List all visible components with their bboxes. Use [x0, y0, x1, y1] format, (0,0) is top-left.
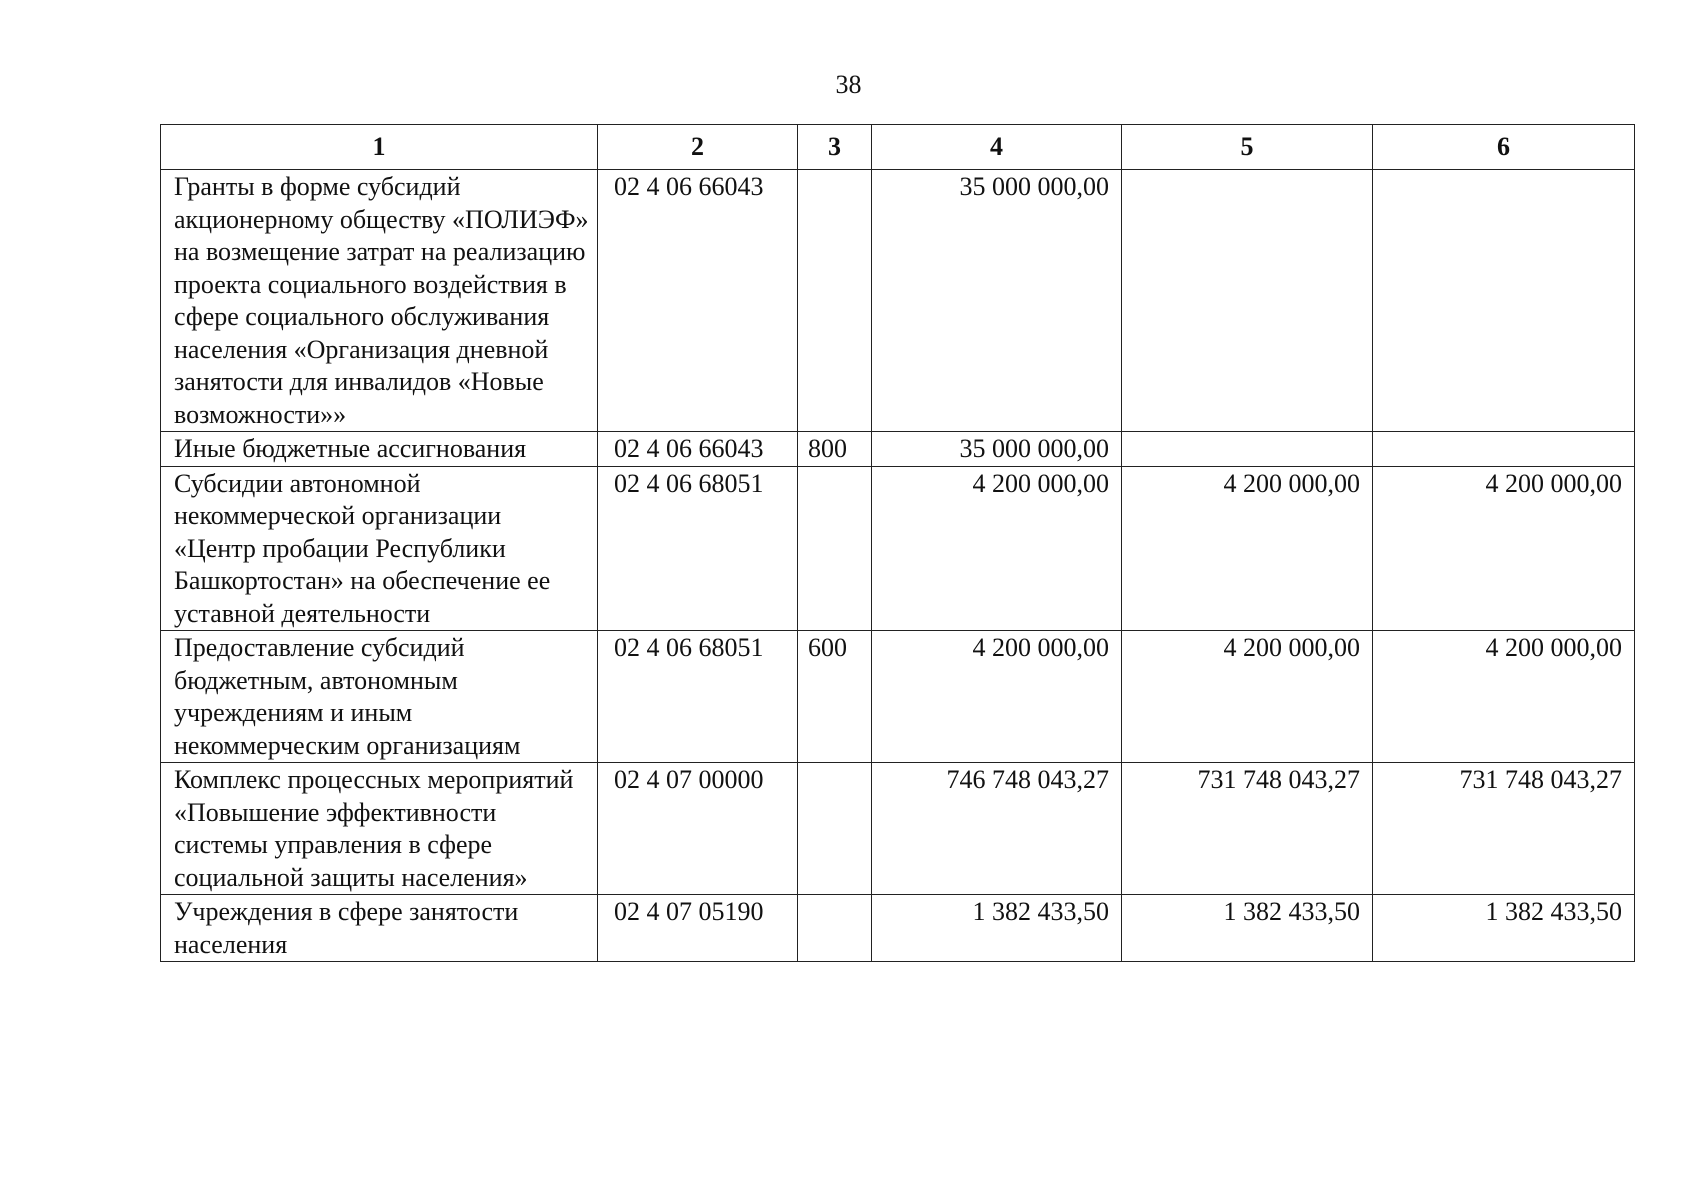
table-row — [161, 432, 1635, 467]
row-code-cell: 02 4 06 68051 — [598, 631, 798, 763]
row-amount-col5-cell: 731 748 043,27 — [1122, 763, 1373, 895]
row-expense-type-cell — [798, 170, 872, 432]
row-amount-col4-cell: 4 200 000,00 — [872, 631, 1122, 763]
row-amount-col4-cell: 1 382 433,50 — [872, 895, 1122, 962]
row-expense-type-cell — [798, 466, 872, 631]
row-code-cell: 02 4 06 68051 — [598, 466, 798, 631]
row-amount-col5-cell — [1122, 170, 1373, 432]
table-row — [161, 895, 1635, 962]
header-col-5: 5 — [1122, 125, 1373, 170]
table-row — [161, 170, 1635, 432]
row-amount-col4-cell: 35 000 000,00 — [872, 170, 1122, 432]
row-expense-type-cell — [798, 763, 872, 895]
header-row — [161, 125, 1635, 170]
row-name-cell: Предоставление субсидий бюджетным, автономным учреждениям и иным некоммерческим организациям — [161, 631, 598, 763]
row-amount-col5-cell: 4 200 000,00 — [1122, 466, 1373, 631]
row-code-cell: 02 4 06 66043 — [598, 432, 798, 467]
row-amount-col6-cell: 4 200 000,00 — [1373, 466, 1635, 631]
row-code-cell: 02 4 07 00000 — [598, 763, 798, 895]
table-row — [161, 631, 1635, 763]
header-col-6: 6 — [1373, 125, 1635, 170]
row-code-cell: 02 4 06 66043 — [598, 170, 798, 432]
header-col-4: 4 — [872, 125, 1122, 170]
row-amount-col4-cell: 746 748 043,27 — [872, 763, 1122, 895]
table-body — [161, 170, 1635, 962]
row-amount-col6-cell — [1373, 432, 1635, 467]
row-amount-col6-cell — [1373, 170, 1635, 432]
page-number: 38 — [835, 70, 862, 99]
row-expense-type-cell: 800 — [798, 432, 872, 467]
table-row — [161, 763, 1635, 895]
row-name-cell: Гранты в форме субсидий акционерному обществу «ПОЛИЭФ» на возмещение затрат на реализацию проекта социального воздействия в сфере социального обслуживания населения «Организация дневной занятости для инвалидов «Новые возможности»» — [161, 170, 598, 432]
row-amount-col5-cell: 4 200 000,00 — [1122, 631, 1373, 763]
row-expense-type-cell: 600 — [798, 631, 872, 763]
row-name-cell: Субсидии автономной некоммерческой организации «Центр пробации Республики Башкортостан» на обеспечение ее уставной деятельности — [161, 466, 598, 631]
row-amount-col5-cell — [1122, 432, 1373, 467]
budget-table — [160, 124, 1635, 962]
table-row — [161, 466, 1635, 631]
row-name-cell: Учреждения в сфере занятости населения — [161, 895, 598, 962]
row-amount-col6-cell: 1 382 433,50 — [1373, 895, 1635, 962]
row-amount-col6-cell: 731 748 043,27 — [1373, 763, 1635, 895]
row-name-cell: Иные бюджетные ассигнования — [161, 432, 598, 467]
row-amount-col4-cell: 4 200 000,00 — [872, 466, 1122, 631]
header-col-2: 2 — [598, 125, 798, 170]
row-amount-col4-cell: 35 000 000,00 — [872, 432, 1122, 467]
row-name-cell: Комплекс процессных мероприятий «Повышение эффективности системы управления в сфере социальной защиты населения» — [161, 763, 598, 895]
row-expense-type-cell — [798, 895, 872, 962]
row-amount-col6-cell: 4 200 000,00 — [1373, 631, 1635, 763]
row-code-cell: 02 4 07 05190 — [598, 895, 798, 962]
header-col-3: 3 — [798, 125, 872, 170]
table-header — [161, 125, 1635, 170]
row-amount-col5-cell: 1 382 433,50 — [1122, 895, 1373, 962]
header-col-1: 1 — [161, 125, 598, 170]
